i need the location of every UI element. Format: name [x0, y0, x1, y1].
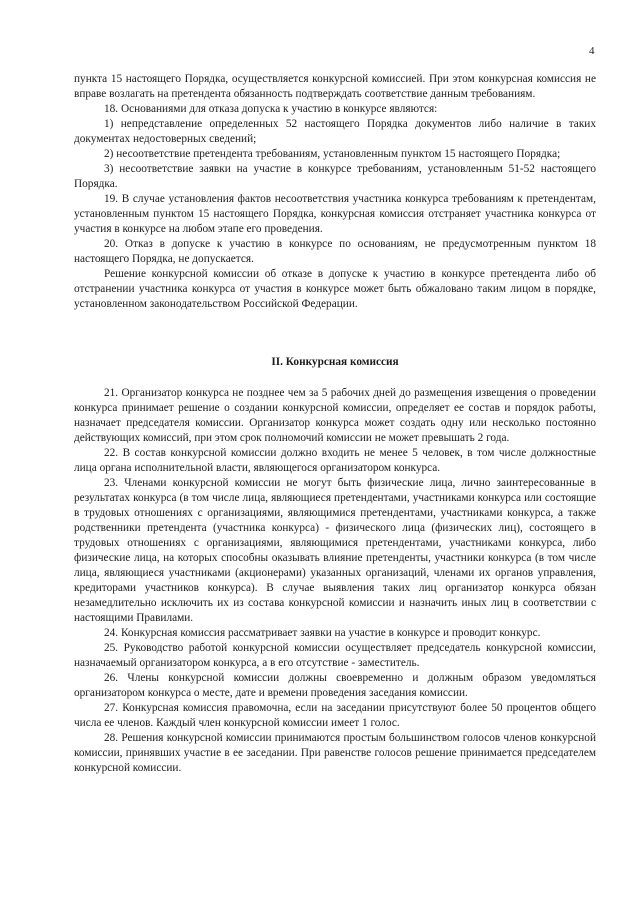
section-heading: II. Конкурсная комиссия [271, 356, 399, 368]
section-heading-block [74, 355, 596, 370]
paragraph: 1) непредставление определенных 52 настоящего Порядка документов либо наличие в таких документах недостоверных сведений; [74, 118, 596, 145]
page-number: 4 [589, 45, 595, 57]
paragraph: Решение конкурсной комиссии об отказе в допуске к участию в конкурсе претендента либо об отстранении участника конкурса от участия в конкурсе может быть обжаловано таким лицом в порядке, установленном законодательством Российской Федерации. [74, 268, 596, 310]
paragraph: 2) несоответствие претендента требованиям, установленным пунктом 15 настоящего Порядка; [104, 148, 561, 160]
paragraph: 23. Членами конкурсной комиссии не могут быть физические лица, лично заинтересованные в результатах конкурса (в том числе лица, являющиеся претендентами, участниками конкурса или состоящие в трудовых отношениях с организациями, являющимися претендентами, участниками конкурса, а также родственники претендента (участника конкурса) - физического лица (физических лиц), состоящего в трудовых отношениях с организациями, являющимися претендентами, участниками конкурса, либо физические лица, на которых способны оказывать влияние претенденты, участники конкурса (в том числе лица, являющиеся участниками (акционерами) указанных организаций, членами их органов управления, кредиторами участников конкурса). В случае выявления таких лиц организатор конкурса обязан незамедлительно исключить их из состава конкурсной комиссии и назначить иных лиц в соответствии с настоящими Правилами. [74, 477, 596, 624]
paragraph: 28. Решения конкурсной комиссии принимаются простым большинством голосов членов конкурсной комиссии, принявших участие в ее заседании. При равенстве голосов решение принимается председателем конкурсной комиссии. [74, 732, 596, 774]
paragraph: 21. Организатор конкурса не позднее чем за 5 рабочих дней до размещения извещения о проведении конкурса принимает решение о создании конкурсной комиссии, определяет ее состав и порядок работы, назначает председателя комиссии. Организатор конкурса может создать одну или несколько постоянно действующих комиссий, при этом срок полномочий комиссии не может превышать 2 года. [74, 387, 596, 444]
text-block-commission [74, 386, 596, 776]
paragraph: 27. Конкурсная комиссия правомочна, если на заседании присутствуют более 50 процентов общего числа ее членов. Каждый член конкурсной комиссии имеет 1 голос. [74, 702, 596, 729]
paragraph: 19. В случае установления фактов несоответствия участника конкурса требованиям к претендентам, установленным пунктом 15 настоящего Порядка, конкурсная комиссия отстраняет участника конкурса от участия в конкурсе на любом этапе его проведения. [74, 193, 596, 235]
paragraph: 18. Основаниями для отказа допуска к участию в конкурсе являются: [104, 103, 438, 115]
paragraph: 25. Руководство работой конкурсной комиссии осуществляет председатель конкурсной комиссии, назначаемый организатором конкурса, а в его отсутствие - заместитель. [74, 642, 596, 669]
paragraph: 24. Конкурсная комиссия рассматривает заявки на участие в конкурсе и проводит конкурс. [104, 627, 541, 639]
paragraph: пункта 15 настоящего Порядка, осуществляется конкурсной комиссией. При этом конкурсная комиссия не вправе возлагать на претендента обязанность подтверждать соответствие данным требованиям. [74, 73, 596, 100]
text-block-procedure [74, 72, 596, 312]
paragraph: 3) несоответствие заявки на участие в конкурсе требованиям, установленным 51-52 настоящего Порядка. [74, 163, 596, 190]
paragraph: 26. Члены конкурсной комиссии должны своевременно и должным образом уведомляться организатором конкурса о месте, дате и времени проведения заседания комиссии. [74, 672, 596, 699]
paragraph: 20. Отказ в допуске к участию в конкурсе по основаниям, не предусмотренным пунктом 18 настоящего Порядка, не допускается. [74, 238, 596, 265]
paragraph: 22. В состав конкурсной комиссии должно входить не менее 5 человек, в том числе должностные лица органа исполнительной власти, являющегося организатором конкурса. [74, 447, 596, 474]
